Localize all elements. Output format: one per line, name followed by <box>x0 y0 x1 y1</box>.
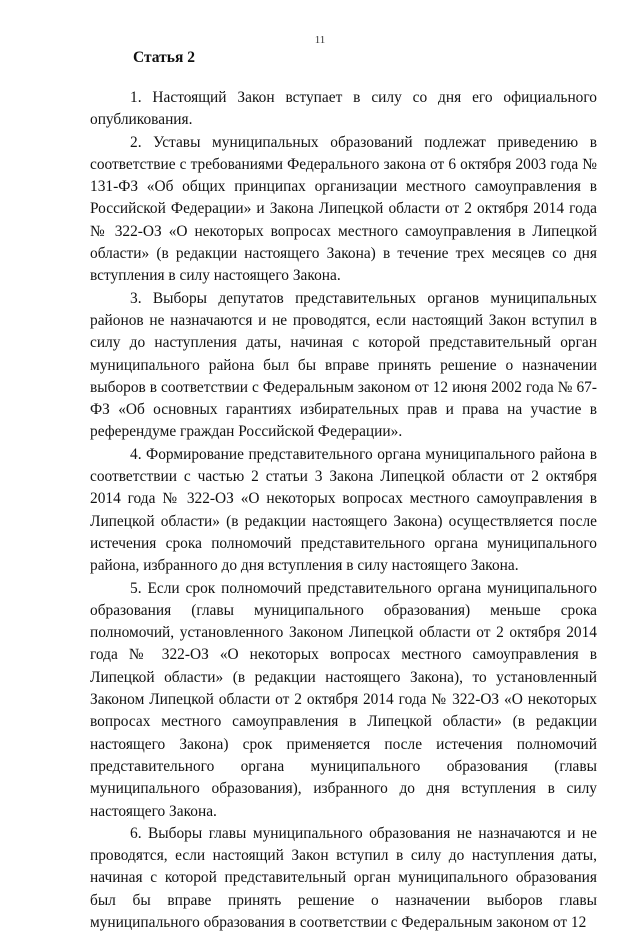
paragraph-5: 5. Если срок полномочий представительного органа муниципального образования (главы муниципального образования) меньше срока полномочий, установленного Законом Липецкой области от 2 октября 2014 года № 322-ОЗ «О некоторых вопросах местного самоуправления в Липецкой области» (в редакции настоящего Закона), то установленный Законом Липецкой области от 2 октября 2014 года № 322-ОЗ «О некоторых вопросах местного самоуправления в Липецкой области» (в редакции настоящего Закона) срок применяется после истечения полномочий представительного органа муниципального образования (главы муниципального образования), избранного до дня вступления в силу настоящего Закона. <box>90 579 597 820</box>
paragraph-1: 1. Настоящий Закон вступает в силу со дня его официального опубликования. <box>90 89 597 129</box>
page-number: 11 <box>314 34 326 46</box>
paragraph-4: 4. Формирование представительного органа муниципального района в соответствии с частью 2 статьи 3 Закона Липецкой области от 2 октября 2014 года № 322-ОЗ «О некоторых вопросах местного самоуправления в Липецкой области» (в редакции настоящего Закона) осуществляется после истечения срока полномочий представительного органа муниципального района, избранного до дня вступления в силу настоящего Закона. <box>90 445 597 575</box>
paragraph-6: 6. Выборы главы муниципального образования не назначаются и не проводятся, если настоящий Закон вступил в силу до наступления даты, начиная с которой представительный орган муниципального образования был бы вправе принять решение о назначении выборов главы муниципального образования в соответствии с Федеральным законом от 12 <box>90 824 597 931</box>
article-body <box>90 87 597 934</box>
paragraph-2: 2. Уставы муниципальных образований подлежат приведению в соответствие с требованиями Федерального закона от 6 октября 2003 года № 131-ФЗ «Об общих принципах организации местного самоуправления в Российской Федерации» и Закона Липецкой области от 2 октября 2014 года № 322-ОЗ «О некоторых вопросах местного самоуправления в Липецкой области» (в редакции настоящего Закона) в течение трех месяцев со дня вступления в силу настоящего Закона. <box>90 133 597 285</box>
paragraph-3: 3. Выборы депутатов представительных органов муниципальных районов не назначаются и не проводятся, если настоящий Закон вступил в силу до наступления даты, начиная с которой представительный орган муниципального района был бы вправе принять решение о назначении выборов в соответствии с Федеральным законом от 12 июня 2002 года № 67-ФЗ «Об основных гарантиях избирательных прав и права на участие в референдуме граждан Российской Федерации». <box>90 289 597 441</box>
article-heading: Статья 2 <box>133 49 195 66</box>
